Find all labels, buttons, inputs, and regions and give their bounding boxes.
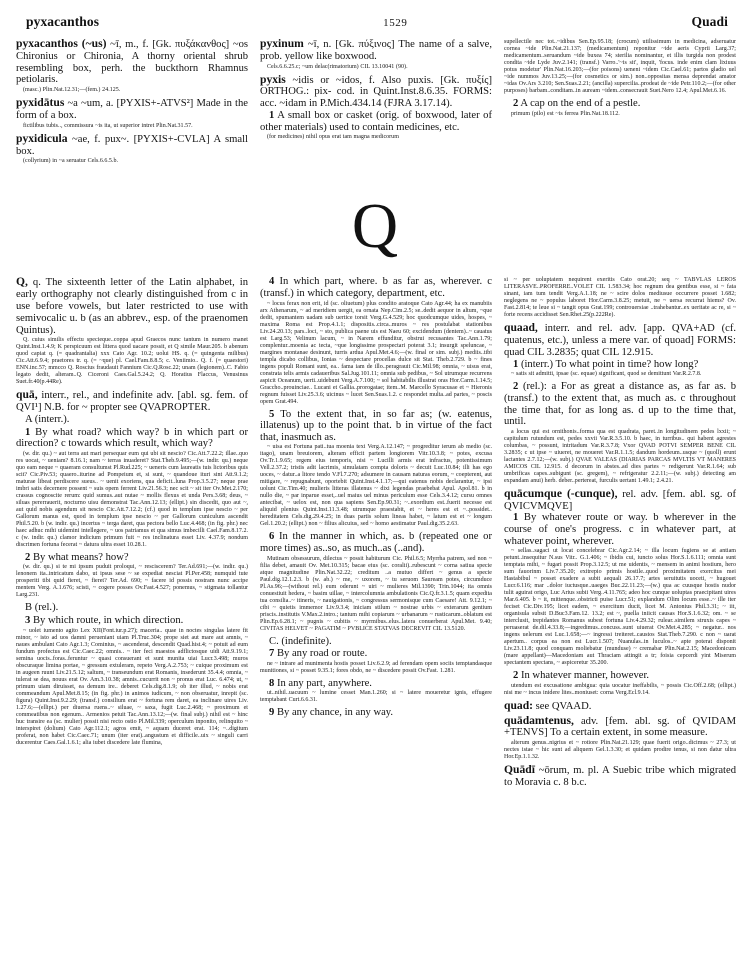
citations: (for medicines) nihil opus erat tam magna medicorum (267, 134, 399, 141)
entry-quacumque (504, 488, 736, 697)
running-head-left: pyxacanthos (26, 14, 100, 29)
citations: a locus qui est ornithonis..forma qua est quadrata, paret..in longitudinem pedes lxxii; ~ capitulum rutundum est, pedes xxvii Var.R.3.5.10. b haec, in turribus.. qui habent agrestes columbas, ~ possunt, intritadum Var.R.3.7.8; Vxor QVAD POTVI SEMPER BENE CIL 3.2835; c ut ipse ~ uiueret, ne moueret Var.R.1.1.5; dandum hordeum..usque ~ (quoll) erunt lactantes 2.7.12;—(w. subj.) QVAE VALEAS (DIARIAS PARCAS MVLTIS VT MANERES AMICOS CIL 12.915. d decorum in abstes..ad dies partes ~ redigerunt Var.R.1.64; sub umbrificas capes..subigunt (sc. gregem), ~ refrigeratur 2.2.11;—(w. subj.) detecting am expandam anui) herb. deber..pertereat, furculis uertant 1.49.1; 2.4.21. (504, 428, 736, 484)
citations: Cels.6.6.25.c; ~um delac(rimatorium) CIL 13.10041 (90). (267, 63, 408, 70)
headword-line: pyxidicula ~ae, f. pux~. [PYXIS+-CVLA] A small box. (16, 131, 248, 157)
sense-definition: (interr.) To what point in time? how long? (520, 358, 699, 370)
citations: primum (pilo) est ~is ferrea Plin.Nat.18.112. (511, 110, 620, 117)
headword-line: pyxidātus ~a ~um, a. [PYXIS+-ATVS²] Made in the form of a box. (16, 96, 248, 121)
page-number: 1529 (383, 17, 408, 29)
citations: ~ uisa est Fortuna pati..tua moenia texi Verg.A.12.147; ~ progreditur ierum ab medio (sc. itago), unam breuiorem, alteram efficit partem longiorem Vitr.10.3.8; ~ potes, excusa Ov.Tr.1.9.65; regem eius temporis, nisi ~ Lucilli armis erat infractus, potentissimum Vell.2.37.2; tristis adit lacrimis, simulatam compta doloris ~ decuit Luc.10.84; illi has ego uoces, ~ datur..a litore tendo V.Fl.7.270; adsumere in causam naturas eorum, ~ coepterent, aut mitigare, ~ repugnabunt, oportebit Quint.Inst.4.1.17;—qui eatenus nobis declarantur, ~ ipsi uolunt Cic.Tim.40; mulieris litteras illatenus ~ dixi legendas praebebat Apul. Apol.81. b in nullo die, ~ par inparue esset,..uel maius uel minus periculum esse Cels.3.4.12; cursu omnes antecibat, ~ uelox est, non qua sapiens Sen.Ep.90.31; ~..exordium est..fuerit necesse est aliquid plenius Quint.Inst.11.3.48; utrumque praestabit, et ~ heres est et ~..possidet.. hereditatem Cels.dig.29.4.25; in duas partis solum lineas habet, ~ latum est et ~ longum Gel.1.20.2; (ellipt.) non ~ filius alicuius, sed ~ homo aestimatur Paul.dig.35.2.63. (260, 444, 492, 528)
lower-col-2 (260, 276, 492, 721)
sense-definition: In whatever manner, however. (520, 670, 650, 682)
sense-number: 6 (269, 531, 275, 543)
citations: ne ~ intrare ad munimenta hostis posset Liv.6.2.9; ad ferendam opem sociis temptandasque munitiones, si ~ posset 9.35.1; fores obdo, ne ~ discedere possit Ov.Fast. 1.281. (260, 660, 492, 674)
headword-line: quācumque (-cunque), rel. adv. [fem. abl. sg. of QVICVMQVE] (504, 486, 736, 512)
entry-quad (504, 700, 736, 713)
entry-quaad (504, 322, 736, 484)
headword-line: pyxacanthos (~us) ~ī, m., f. [Gk. πυξάκανθος] ~os Chironius or Chironia, A thorny oriental shrub resembling box, perh. the buckthorn Rhamnus petiolaris. (16, 37, 248, 86)
sense-block-6 (260, 531, 492, 632)
sense-text (260, 678, 492, 690)
entry-qua (16, 389, 248, 746)
sense-text (504, 359, 736, 371)
section-label-a: A (interr.). (25, 413, 70, 425)
sense-definition: A cap on the end of a pestle. (520, 98, 641, 109)
citations: (masc.) Plin.Nat.12.31;—(fem.) 24.125. (23, 87, 121, 94)
sense-text (504, 670, 736, 682)
top-band (16, 38, 734, 168)
sense-number: 7 (269, 648, 275, 660)
entry-pyxinum (260, 38, 492, 71)
citations: ~ satis sit admitti, ipsae (sc. equae) significant, quod se demittunt Var.R.2.7.8. (511, 371, 702, 378)
citations: (collyrium) in ~a seruatur Cels.6.6.5.b. (23, 158, 118, 165)
entry-letter-q (16, 276, 248, 386)
lower-col-3 (504, 276, 736, 790)
headword-line: quādamtenus, adv. [fem. abl. sg. of QVIDAM +TENVS] To a certain extent, in some measure. (504, 713, 736, 739)
headword-line: quā, interr., rel., and indefinite adv. [abl. sg. fem. of QVI¹] N.B. for ~ propter see QVAPROPTER. (16, 388, 248, 414)
sense-definition: By which route, in which direction. (32, 614, 184, 626)
citations: Q. cuius similis effectu specieque..coppa apud Graecos nunc tantum in numero manet Quint.Inst.1.4.9; K perspicuum est littera quod uacare possit, et Q simile Maur.205. b abenum quod capiat q. (= quadrantalia) xxx Cato Agr. 10.2; uolui HS. q. (= quingenta milibus) Cic.Att.6.9.4; praetores tr. q. (= ~que) pl. Cael.Fam.8.8.5; c. Veniimio.. Q. f. (= quaestori) ENN.inc.57; mmcco Q. Roscius fraudauit Fannium Cic.Q.Rosc.22; unam (legionem)..C. Fabio legato dedit, alteram..Q. Ciceroni Caes.Gal.5.24.2; Q. Horatius Flaccus, Venusinus Suet.fr.40(p.44Re). (16, 337, 248, 386)
lower-band (16, 276, 734, 790)
sense-number: 1 (25, 426, 31, 438)
top-col-2 (260, 38, 492, 144)
citations: alterum genus..nigrius et ~ rotiore Plin.Nat.21.129; quae fuerit origo..dicimus ~ 27.3; ut nectes istae ~ hic sunt ad aliquem Gel.1.3.30; et quidam prodire tenus, si non datur ultra Hor.Ep.1.1.32. (504, 740, 736, 761)
sense-number: 5 (269, 408, 275, 420)
citations: ~ locus ferax non erit, id (sc. oliuetum) plus condito aratoque Cato Agr.44; ha ex manubiis arx Athenarum, ~ ad meridiem uergit, ea ornata Nep.Cim.2.5; se..dedit aequor in altum, ~que dedit, spumantem uadam sub uertice torsit Verg.G.4.529; hoc quodcumque uides, hospes, ~ maxima Roma est Prop.4.1.1; dispositis..circa..muros ~ res postulabat stationibus Liv.24.20.13; pars..loci, ~ sto, publica paene uis est Naeu 60; excidendum (dentem)..~ cauatus est Larg.53; Velinum lacum, ~ in Narem effunditur, obstrui recusantes Tac.Ann.1.79; complentur..moenia ac tecta, ~que longissime prospectari poterat 3.1; insurgit speluncae, ~ margines montanae desinunt, turris ardua Apul.Met.4.6;—(w. final or sim. subj.) mediis..tibi templa dicabo collibus, Ionias ~ despectare procellas dulce sit Stat. Theb.2.729. b ~ fines ingens populi Romani sunt, ea.. fama iam de illo..peragrauit Cic.Mil.98; omnia, ~ uisus erat, constrata telis armis cadaueribus Sal.Jug.101.11; omnia sub pedibus, ~ Sol utrumque recurrens aspicit Oceanum, uerti..uidebunt Verg.A.7.100; ~ sol habitabilis illustrat oras Hor.Carm.1.14.5; Graccho..prouinciae.. Lucani et Gallia..prorogatae; item..M. Marcello Syracusae et ~ Hieronis regnum fuisset Liv.25.3.6; uicinus ~ lucet Sen.Suas.1.2. c respondet multa..ad partes, ~ poscis opem Grat.494. (260, 300, 492, 405)
sense-text (16, 552, 248, 564)
sense-definition: To the extent that, in so far as; (w. eatenus, illatenus) up to the point that. b in virtue of the fact that, inasmuch as. (260, 408, 492, 443)
sense-definition: By whatever route or way. b wherever in the course of one's progress. c in whatever part, at whatever point, wherever. (504, 512, 736, 547)
big-letter-q: Q (351, 190, 399, 262)
citations: ~ uolet iumento agito Lex XII(Font.iur.p.27); maceria.. quae in noctes singulas latere fit minor, ~ isto ad uos damni perueniant uiam Pl.Truc.304; prope siet aut mare aut amnis, ~ naues ambulant Cato Agr.1.3; Cominius, ~ ascenderat, descendit Quad.hist.4; ~ potuit ad eum fundum profectus est Cic.Caec.22; omnis.. ~ iter feci maestos adflictosque uidi Att.9.19.1; semina uocis..foras..feruntur ~ quasi consuerant et sunt munita uiai Lucr.3.498; muros obscuraque limina portae, ~ gressum extuleram, repeto Verg.A.2.753; ~ cuique proximum est in augeen ruunt Liv.21.5.12; saltum, ~ transeundum erat Romanis, insederunt 35.4.4; omnia, ~ tulerat se dea, nouus erat Ov. Am.3.10.38; amnis..cucurrit non ~ pronus erat Luc. 6.474; ut, ~ primum uiam diruisset, ea demum ire.. deberet Cels.dig.8.1.9; ob iter illud, ~ nobis erat commeandum Apul.Met.8.15; (in fig. phr.) in animos iudicum, ~ non obseruatur, inrepit (sc. figura) Quint.Inst.9.2.29; (transf.) consilium erat ~ fortuna rem daret, ea inclinare uires Liv. 1.27.6;—(ellipt.) per diuersa ruens..~ siluae, ~ saxa, fugit Luc.2.468; ~ proximum et commeatibus non egenum.. Armenios petuit Tac.Ann.13.12;—(w. final subj.) nihil est ~ hinc huc transire ea (sc. mulier) possit nisi recto ostio Pl.Mil.339; operculum inponito, relinquito ~ interspiret (dolium) Cato Agr.112.1; agros emit, ~ aquam duceret erat. 114; ~..digitum proferat, non habet Cic.Caec.71; unum (iter erat)..angustum et difficile..uix ~ singuli carri ducerentur Caes.Gal.1.6.1; alia iubet discedere late flumina, (16, 627, 248, 746)
headword-line: quad: see QVAAD. (504, 698, 592, 712)
lower-col-1 (16, 276, 248, 749)
running-head (16, 14, 734, 32)
citations: utendum est excusatione ambigua: quia uocatur ineffabilis, ~ possis Cic.Off.2.68; (ellipt.) nisi me ~ incus inidere lites..moniuset: corna Verg.Ecl.9.14. (504, 682, 736, 696)
top-col-1 (16, 38, 248, 168)
citations: (w. dir. qu.) ~ aut terra aut mari persequar eum qui ubi sit nescio? Cic.Att.7.22.2; illae..quo res uocat, ~ ueniam? 8.16.1; nam ~ terras inuaderet? Stat.Theb.9.495;—(w. indir. qu.) neque quo eam neque ~ quaeram consultumst Pl.Rud.225; ~ ueneris cum laureatis tuis lictoribus quis scit? Cic.Piv.53; quaero..iturine ad Pompeium et, si sunt, ~ quandoue ituri sint Att.9.1.2; maturae libeat perdiscere sueus.. ~ uenit exoriens, qua deficit..luna Prop.3.5.27; neque prae imbri satis decernere possent ~ suis opem ferrent Liv.21.56.3; nec scit ~ sit iter Ov.Met.2.170; crassus cognoscite rerum: quid sumus..aut nutae ~ mollis flexus et unda Pers.3.68; deus, ~ siluas pererrauerit, nocturno uisu demonstrat Tac.Ann.12.13; (ellipt.) sin discedit, quo aut ~, aut quid nobis agendum sit nescio Cic.Att.7.12.2; (cf.) quod in templum ipse nescio ~ per Gallorum manus est, quod in templum ipse nescio ~ per Gallorum cuniculum ascendit Phil.5.20. b (w. indir. qu.) incertus ~ terga daret, qua pectora bello Luc.4.468; (in fig. phr.) nec haec adhuc mihi uidemini intellegere, ~ uos patriamus et qua simus imbecilli Cael.Fam.8.17.2. c (w. indir. qu.) clamor indicium primum fuit ~ res inclinatura esset Liv. 4.37.9; nondum discrimen fortuna fecerat ~ datura ultra esset 10.28.1. (16, 450, 248, 548)
sense-number: 3 (25, 614, 31, 626)
citations-continued: supellectile nec tot..~idibus Sen.Ep.95.18; (crocum) utilissimum in medicina, adseruatur cornea ~ide Plin.Nat.21.137; (medicamentum) reponitur ~ide aeris Cyprii Larg.37; medicamentum..seruandum ~ide buxea 74; sterilia nominantur, et illis turgida non prodest condita ~ide Lyde Juv.2.141; (transf.) Varro..'~is sit', inquit, 'focus. inde enim clam lixiuus potus modetur' Plin.Nat.16.203;—(for poisons) ueneni ~idem Cic.Cael.61; partos gladio uel ~ide nummos Juv.13.25;—(for cosmetics or sim.) non..oppositas mensa deprendat amator ~idas Ov.Ars 3.210; Sen.Suas.2.21; (ancilla) supercilia..prodeat de ~ide Petr.110.2;—(for other purposes) barbam..conditam..in auream ~idem..consecrauit Suet.Nero 12.4; Apul.Met.6.16. (504, 39, 736, 94)
citations: (w. dir. qu.) si te mi ipsum puduit proloqui, ~ resciscerem? Ter.Ad.691;—(w. indir. qu.) lenonem ita..intricatum dabo, ut ipsus sese ~ se expediat nesciat Pl.Per.458; numquid tute prosperiti tibi quid fieret, ~ fieret? Ter.Ad. 690; ~ facere id possis nostram nunc accipe mentem Verg. A.1.676; scisti, ~ cogere posses Ov.Fast.4.527; ponemus, ~ stigmata tollantur Larg.231. (16, 564, 248, 599)
entry-pyxacanthos (16, 38, 248, 94)
sense-text (504, 512, 736, 547)
section-label-c: C. (indefinite). (269, 635, 332, 647)
sense-text (260, 648, 492, 660)
sense-number: 2 (25, 551, 31, 563)
citations: ~ sellas..sagaci ut locat concelebrar Cic.Agr.2.14; ~ illa locum fugiens se at antiam petunt..insequitur N.sus Vitr.. G.1.406; ~ ibidis cui, iuncto solus Hor.S.1.6.111; omnia sunt temptata mihi, ~ fugari possit Prop.3.12.5; ut me uidentis, ~ mensem in animi hostium, hero sum fauorinm Liv.7.35.20; exitrepio primis hostile..quod proximitatem exercitus mei Hastabibul ~ posset exadere a subit aequali 26.17.7; artes seruitutis uoceti, ~ hugouet Lucr.6.116; mar ..dolor iuctusque..uaeges Buc.22.11.23;—(w.) qua ac cuusque hostis nudor tulit aguirat origo, Luc Arius subii Verg..4.11.765; adeo hoc cunque uoluptas praecipitant uires Mar.6.405. b ~ it, mittenque..obstricti puise Lucr.51; explandum Olim locum esse..~ ille iter feciset Cic.Div.195; licet eadem, ~ exercitum ducit, licet M. Antonius Phil.3.31; ~ iit, organisula subsit D.Buc3.Fam.12. 13.2; est ~, puella iniicit causas Hor.S.1.6.32; om. ~ se interclusit, trepidantes Romanus subest fortuna Liv.4.29.32; rulear..similem struxis capes ~ peruaserat de.dil.4.33.8;—ingredimus..concuss..sunt uiuerat Ov.Met.4.285; ~ negatur.. nos ingens uelerum est Luc.1.658;—~ ingressi treiteret..caustos Stat.Theb.7.290. c non ~ uarat apertum.. corpus ea non est Lucr.1.507; Nuanulas..in luculos..~ apte poterat disponit Liv.23.11.8; quod conquam moliebatur (munduse) ~ cremabar Plin.Nat.2.15; Macedonicum (mare appellant)—Macedoniam aut Thraciam attingit a tr; foisia cepcerdi yint Miserum spectantem spectans, ~ aspiceretur 35.200. (504, 548, 736, 667)
running-head-right: Quadi (691, 14, 728, 29)
headword-line: quaad, interr. and rel. adv. [app. QVA+AD (cf. quatenus, etc.), unless a mere var. of quoad] FORMS: quad CIL 3.2835; quat CIL 12.915. (504, 321, 736, 358)
section-label-b: B (rel.). (25, 602, 59, 614)
sense-text (260, 110, 492, 133)
sense-definition: A small box or casket (orig. of boxwood, later of other materials) used to contain medicines, etc. (260, 109, 492, 133)
citations: Mutinam obsessurum, dilectus ~ possit habiturum Cic. Phil.6.5; Myrrha patrem, sed non ~ filia debet, amauit Ov. Met.10.315; bacae eius (sc. coralii)..rubescunt ~ corna satiua specie atque magnitudine Plin.Nat.32.22; creditum ..a mutuo differt ~ genus a specie Paul.dig.12.1.2.3. b (w. ab.) ~ me, ~ uxorem, ~ tu seruom Sauream potes, circumduce Pl.As.96;—(without rel.) eum oderunt ~ uiri ~ mulieres Mil.1390; Trin.1044; ita omnis conuestiuit hedera, ~ basim uillae, ~ intercolumnia ambulationis Cic.Q.fr.3.1.5; quam expedita tua consilia..~ itineris, ~ nauigationis, ~ congressus sermonisque cum Caesare! Att. 9.12.1; ~ cibi ~ quietis immemor Liv.9.3.4; iniciam stilum ~ nostrae urbis ~ exterarum gentium priscis..institutis V.Max.2.intro.; tantum mihi copiarum ~ urbanarum ~ rusticarum..oblatum est Plin.Ep.6.28.1; ~ pugnis ~ cubitis ~ myrmibus..elus..latera conuerberat Apul.Met. 9.40; CIVITAS HELVET ~ PAGATIM ~ PVBLICE STATVAS DECREVIT CIL 13.5120. (260, 555, 492, 632)
sense-definition: (rel.): a For as great a distance as, as far as. b (transf.) to the extent that, as much as. c throughout the time that, for as long as. d up to the time that, until. (504, 381, 736, 428)
top-col-3 (504, 38, 736, 121)
sense-block-4 (260, 276, 492, 405)
sense-definition: In which part, where. b as far as, wherever. c (transf.) in which category, department, etc. (260, 276, 492, 299)
headword-line: Quādī ~ōrum, m. pl. A Suebic tribe which migrated to Moravia c. 8 b.c. (504, 763, 736, 788)
sense-number: 2 (513, 98, 519, 109)
headword-line: pyxis ~idis or ~idos, f. Also puxis. [Gk. πυξίς] ORTHOG.: pix- cod. in Quint.Inst.8.6.35. FORMS: acc. ~idam in P.Mich.434.14 (FJRA 3.17.14). (260, 72, 492, 110)
citations: fictilibus tubis.., commissura ~is ita, ut superior intret Plin.Nat.31.57. (23, 122, 193, 129)
headword-line: pyxinum ~ī, n. [Gk. πύξινος] The name of a salve, prob. yellow like boxwood. (260, 37, 492, 62)
entry-pyxidicula (16, 133, 248, 166)
section-letter-heading (16, 190, 734, 262)
citations: ut..nihil..uacuum ~ lumine cesset Man.1.260; si ~ latere moueretur ignis, effugere temptabant Curt.6.6.31. (260, 690, 492, 704)
citations-continued: si ~ per uoluptatem nequirent exeritis Cato orat.20; seq ~ TABVLAS LEROS LITERASVE..PROFERRE..VOLET CIL 1.583.34; hoc regnum dea gentibus esse, si ~ fata sinant, iam tum tendit Verg.A.1.18; ne ~ scire dolos mediusue occurrere posset 1.682; neglegens ne ~ populus laboret Hor.Carm.3.8.25; metuit, ne ~ uersa recurrat hiems? Ov. Fast.2.814; te leue si ~ tangit opus Grat.199; controuersiae ..trahebantur..ex ueritate ac re, si ~ forte recens accidisset Sen.Rhet.25(p.222Re). (504, 277, 736, 319)
entry-quadamtenus (504, 715, 736, 762)
sense-number: 2 (513, 670, 519, 682)
entry-pyxis (260, 74, 492, 142)
sense-number: 1 (513, 512, 519, 524)
sense-text (260, 707, 492, 719)
sense-number: 4 (269, 276, 275, 288)
sense-text (504, 98, 736, 110)
sense-number: 8 (269, 677, 275, 689)
sense-number: 1 (513, 358, 519, 370)
sense-number: 9 (269, 707, 275, 719)
sense-definition: By any chance, in any way. (276, 707, 394, 719)
sense-definition: By what means? how? (32, 551, 129, 563)
entry-pyxidatus (16, 97, 248, 130)
headword-line: Q, q. The sixteenth letter of the Latin alphabet, in early orthography not clearly distinguished from c in use before vowels, but later restricted to use with semivocalic u. b (as an abbrev., esp. of the praenomen Quintus). (16, 275, 248, 336)
sense-definition: In the manner in which, as. b (repeated one or more times) as..so, as much..as (..and). (260, 531, 492, 554)
sense-text (260, 276, 492, 299)
sense-number: 2 (513, 381, 519, 393)
entry-quadi (504, 764, 736, 789)
sense-definition: By any road or route. (276, 648, 368, 660)
sense-text (504, 381, 736, 427)
sense-definition: In any part, anywhere. (276, 677, 372, 689)
sense-text (260, 531, 492, 554)
sense-block-5 (260, 409, 492, 529)
sense-number: 1 (269, 109, 275, 121)
section-block-c (260, 636, 492, 719)
sense-text (260, 409, 492, 444)
sense-text (16, 615, 248, 627)
sense-text (16, 427, 248, 450)
sense-definition: By what road? which way? b in which part or direction? c towards which result, which way? (16, 426, 248, 450)
